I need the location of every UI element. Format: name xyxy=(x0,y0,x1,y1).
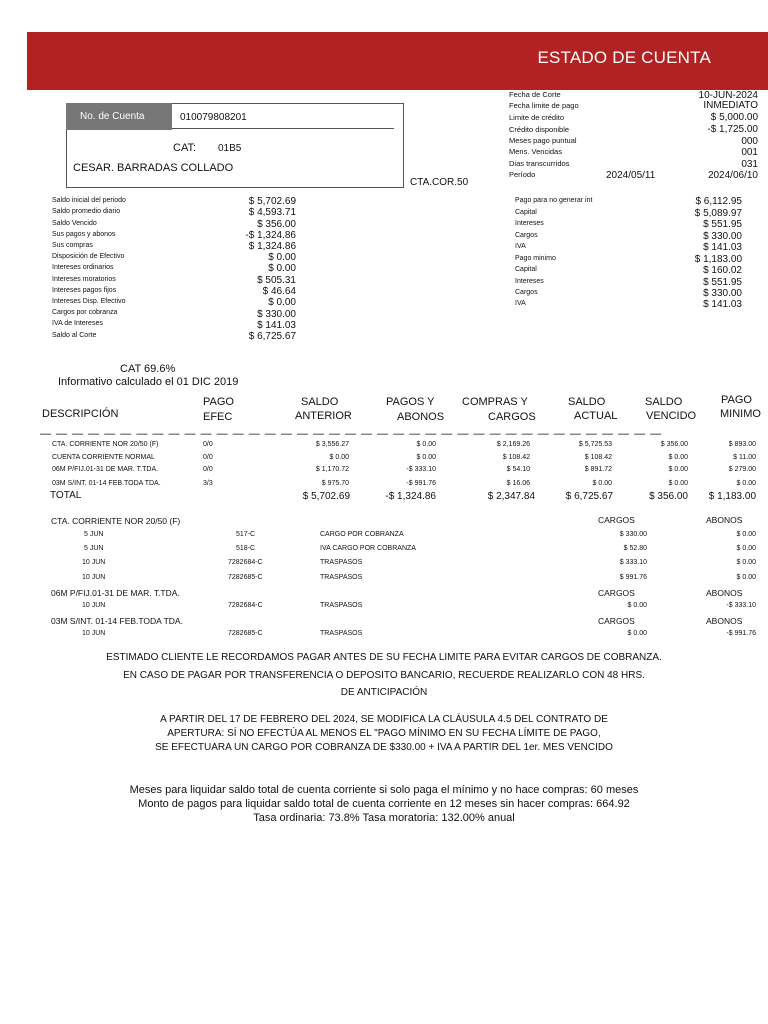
account-divider xyxy=(172,128,394,129)
info-value: 031 xyxy=(741,159,758,170)
summary-label: IVA xyxy=(515,300,526,307)
summary-value: $ 141.03 xyxy=(703,299,742,310)
info-value: INMEDIATO xyxy=(703,100,758,111)
account-type: CTA.COR.50 xyxy=(410,177,469,188)
info-label: Fecha limite de pago xyxy=(509,101,579,110)
summary-label: Saldo Vencido xyxy=(52,220,97,227)
table-cell-saldo-actual: $ 108.42 xyxy=(584,454,612,461)
summary-value: $ 6,112.95 xyxy=(695,196,742,207)
summary-value: $ 330.00 xyxy=(703,231,742,242)
period-start: 2024/05/11 xyxy=(606,170,656,181)
movement-cargo: $ 0.00 xyxy=(627,630,647,637)
movement-abono: $ 0.00 xyxy=(736,545,756,552)
summary-value: $ 330.00 xyxy=(703,288,742,299)
summary-label: Saldo inicial del periodo xyxy=(52,197,126,204)
table-cell-compras: $ 2,169.26 xyxy=(496,441,530,448)
summary-label: Cargos xyxy=(515,232,538,239)
summary-value: $ 356.00 xyxy=(257,219,296,230)
movement-abono: $ 0.00 xyxy=(736,559,756,566)
table-cell-pago-minimo: $ 11.00 xyxy=(733,454,756,461)
table-cell-saldo-vencido: $ 356.00 xyxy=(660,441,688,448)
table-cell-description: CUENTA CORRIENTE NORMAL xyxy=(52,454,155,461)
movement-cargo: $ 333.10 xyxy=(619,559,647,566)
summary-label: Sus compras xyxy=(52,242,93,249)
info-label: Fecha de Corte xyxy=(509,90,561,99)
table-cell-pagos: -$ 991.76 xyxy=(406,480,436,487)
info-value: $ 5,000.00 xyxy=(710,112,758,123)
movement-concept: IVA CARGO POR COBRANZA xyxy=(320,545,416,552)
movement-date: 10 JUN xyxy=(82,574,106,581)
notice-line: ESTIMADO CLIENTE LE RECORDAMOS PAGAR ANTES DE SU FECHA LIMITE PARA EVITAR CARGOS DE COBRANZA. xyxy=(106,652,662,663)
col-header-vencido: VENCIDO xyxy=(646,410,697,422)
summary-value: $ 160.02 xyxy=(703,265,742,276)
movement-concept: TRASPASOS xyxy=(320,602,363,609)
movement-cargo: $ 0.00 xyxy=(627,602,647,609)
movement-cargo: $ 52.80 xyxy=(623,545,647,552)
summary-value: $ 141.03 xyxy=(257,320,296,331)
summary-label: Intereses pagos fijos xyxy=(52,287,117,294)
total-label: TOTAL xyxy=(50,490,82,501)
summary-value: $ 5,089.97 xyxy=(694,208,742,219)
table-cell-pago-minimo: $ 0.00 xyxy=(736,480,756,487)
notice-line: EN CASO DE PAGAR POR TRANSFERENCIA O DEPOSITO BANCARIO, RECUERDE REALIZARLO CON 48 HRS. xyxy=(123,670,645,681)
movement-abono: -$ 991.76 xyxy=(726,630,756,637)
col-header-anterior: ANTERIOR xyxy=(295,410,352,422)
summary-label: Intereses xyxy=(515,278,544,285)
notice-line: DE ANTICIPACIÓN xyxy=(340,687,428,698)
cargos-header: CARGOS xyxy=(598,616,635,626)
total-pago-minimo: $ 1,183.00 xyxy=(708,491,756,502)
table-cell-saldo-anterior: $ 0.00 xyxy=(329,454,349,461)
summary-label: Intereses xyxy=(515,220,544,227)
cargos-header: CARGOS xyxy=(598,515,635,525)
total-saldo-vencido: $ 356.00 xyxy=(649,491,688,502)
col-header-pagos: PAGOS Y xyxy=(386,396,435,408)
cat-percentage: CAT 69.6% xyxy=(120,363,176,375)
summary-label: Saldo al Corte xyxy=(52,332,97,339)
info-label: Meses pago puntual xyxy=(509,136,577,145)
movement-ref: 7282684-C xyxy=(228,602,263,609)
movement-cargo: $ 330.00 xyxy=(619,531,647,538)
cat-label: CAT: xyxy=(173,142,197,154)
total-saldo-actual: $ 6,725.67 xyxy=(565,491,613,502)
movement-date: 5 JUN xyxy=(84,531,104,538)
summary-value: $ 551.95 xyxy=(703,277,742,288)
col-header-saldo: SALDO xyxy=(301,396,339,408)
movement-concept: CARGO POR COBRANZA xyxy=(320,531,404,538)
summary-label: Intereses moratorios xyxy=(52,276,116,283)
col-header-description: DESCRIPCIÓN xyxy=(42,408,119,420)
notice-line: A PARTIR DEL 17 DE FEBRERO DEL 2024, SE MODIFICA LA CLÁUSULA 4.5 DEL CONTRATO DE xyxy=(160,714,608,725)
abonos-header: ABONOS xyxy=(706,616,743,626)
table-cell-saldo-actual: $ 0.00 xyxy=(592,480,612,487)
account-number: 010079808201 xyxy=(180,112,247,123)
period-end: 2024/06/10 xyxy=(707,170,758,181)
info-label: Mens. Vencidas xyxy=(509,147,562,156)
info-label: Crédito disponible xyxy=(509,125,570,134)
summary-label: Disposición de Efectivo xyxy=(52,253,125,260)
table-cell-saldo-anterior: $ 1,170.72 xyxy=(315,466,349,473)
page-title: ESTADO DE CUENTA xyxy=(537,48,711,67)
table-cell-description: CTA. CORRIENTE NOR 20/50 (F) xyxy=(52,441,159,448)
table-cell-compras: $ 108.42 xyxy=(502,454,530,461)
summary-value: -$ 1,324.86 xyxy=(245,230,296,241)
summary-label: Sus pagos y abonos xyxy=(52,231,116,238)
abonos-header: ABONOS xyxy=(706,588,743,598)
info-label: Dias transcurridos xyxy=(509,159,570,168)
table-cell-description: 06M P/FIJ.01-31 DE MAR. T.TDA. xyxy=(52,466,159,473)
total-compras: $ 2,347.84 xyxy=(487,491,535,502)
summary-value: $ 1,324.86 xyxy=(248,241,296,252)
summary-value: $ 330.00 xyxy=(257,309,296,320)
cat-info: Informativo calculado el 01 DIC 2019 xyxy=(58,376,239,388)
table-cell-compras: $ 54.10 xyxy=(506,466,530,473)
movement-ref: 7282685-C xyxy=(228,574,263,581)
movement-ref: 518-C xyxy=(236,545,256,552)
movement-cargo: $ 991.76 xyxy=(619,574,647,581)
footer-line: Monto de pagos para liquidar saldo total de cuenta corriente en 12 meses sin hacer compras: 664.92 xyxy=(138,798,630,810)
col-header-pago: PAGO xyxy=(203,396,234,408)
col-header-abonos: ABONOS xyxy=(397,411,445,423)
col-header-pago-minimo: PAGO xyxy=(721,394,752,406)
footer-line: Tasa ordinaria: 73.8% Tasa moratoria: 132.00% anual xyxy=(253,812,515,824)
info-value: -$ 1,725.00 xyxy=(707,124,758,135)
table-cell-pagos: $ 0.00 xyxy=(416,441,436,448)
account-number-label: No. de Cuenta xyxy=(80,111,145,122)
movement-concept: TRASPASOS xyxy=(320,574,363,581)
summary-label: Capital xyxy=(515,209,537,216)
summary-value: $ 4,593.71 xyxy=(248,207,296,218)
notice-line: APERTURA: SÍ NO EFECTÚA AL MENOS EL "PAGO MÍNIMO EN SU FECHA LÍMITE DE PAGO, xyxy=(167,728,601,739)
summary-value: $ 0.00 xyxy=(268,252,296,263)
movement-concept: TRASPASOS xyxy=(320,559,363,566)
col-header-efec: EFEC xyxy=(203,411,233,423)
table-cell-pago-minimo: $ 279.00 xyxy=(728,466,756,473)
table-cell-pago: 0/0 xyxy=(203,454,213,461)
table-cell-pago-minimo: $ 893.00 xyxy=(728,441,756,448)
movement-date: 5 JUN xyxy=(84,545,104,552)
summary-label: Intereses ordinarios xyxy=(52,264,114,271)
footer-line: Meses para liquidar saldo total de cuenta corriente si solo paga el mínimo y no hace compras: 60 meses xyxy=(129,784,639,796)
table-cell-saldo-vencido: $ 0.00 xyxy=(668,480,688,487)
header-divider: — — — — — — — — — — — — — — — — — — — — — — — — — — — — — — — — — — — — — — — xyxy=(40,428,663,440)
info-value: 001 xyxy=(741,147,758,158)
table-cell-saldo-vencido: $ 0.00 xyxy=(668,466,688,473)
total-pagos: -$ 1,324.86 xyxy=(385,491,436,502)
table-cell-saldo-actual: $ 891.72 xyxy=(584,466,612,473)
movement-abono: -$ 333.10 xyxy=(726,602,756,609)
table-cell-pagos: -$ 333.10 xyxy=(406,466,436,473)
table-cell-compras: $ 16.06 xyxy=(506,480,530,487)
col-header-minimo: MINIMO xyxy=(720,408,761,420)
movement-ref: 7282685-C xyxy=(228,630,263,637)
summary-value: $ 551.95 xyxy=(703,219,742,230)
table-cell-pago: 0/0 xyxy=(203,441,213,448)
movement-group-title: CTA. CORRIENTE NOR 20/50 (F) xyxy=(51,516,181,526)
period-label: Período xyxy=(509,170,536,179)
summary-label: Cargos por cobranza xyxy=(52,309,118,316)
summary-value: $ 141.03 xyxy=(703,242,742,253)
movement-date: 10 JUN xyxy=(82,602,106,609)
notice-line: SE EFECTUARA UN CARGO POR COBRANZA DE $330.00 + IVA A PARTIR DEL 1er. MES VENCIDO xyxy=(155,742,613,753)
summary-label: Cargos xyxy=(515,289,538,296)
cargos-header: CARGOS xyxy=(598,588,635,598)
movement-abono: $ 0.00 xyxy=(736,531,756,538)
summary-label: Capital xyxy=(515,266,537,273)
summary-label: Intereses Disp. Efectivo xyxy=(52,298,126,305)
summary-label: Pago minimo xyxy=(515,255,556,262)
header-banner xyxy=(27,32,768,90)
col-header-saldo-actual: SALDO xyxy=(568,396,606,408)
table-cell-pago: 3/3 xyxy=(203,480,213,487)
cat-value: 01B5 xyxy=(218,143,242,154)
col-header-actual: ACTUAL xyxy=(574,410,618,422)
movement-date: 10 JUN xyxy=(82,559,106,566)
summary-label: IVA de Intereses xyxy=(52,320,103,327)
summary-label: Pago para no generar int xyxy=(515,197,593,204)
movement-concept: TRASPASOS xyxy=(320,630,363,637)
movement-ref: 7282684-C xyxy=(228,559,263,566)
movement-group-title: 06M P/FIJ.01-31 DE MAR. T.TDA. xyxy=(51,588,180,598)
account-holder-name: CESAR. BARRADAS COLLADO xyxy=(73,162,234,174)
col-header-saldo-vencido: SALDO xyxy=(645,396,683,408)
total-saldo-anterior: $ 5,702.69 xyxy=(302,491,350,502)
summary-value: $ 5,702.69 xyxy=(248,196,296,207)
table-cell-saldo-vencido: $ 0.00 xyxy=(668,454,688,461)
info-value: 10-JUN-2024 xyxy=(698,90,758,101)
summary-value: $ 46.64 xyxy=(262,286,296,297)
table-cell-description: 03M S/INT. 01-14 FEB.TODA TDA. xyxy=(52,480,161,487)
table-cell-pago: 0/0 xyxy=(203,466,213,473)
summary-value: $ 1,183.00 xyxy=(694,254,742,265)
col-header-compras: COMPRAS Y xyxy=(462,396,528,408)
summary-label: Saldo promedio diario xyxy=(52,208,121,215)
table-cell-pagos: $ 0.00 xyxy=(416,454,436,461)
summary-label: IVA xyxy=(515,243,526,250)
info-label: Limite de crédito xyxy=(509,113,565,122)
movement-abono: $ 0.00 xyxy=(736,574,756,581)
table-cell-saldo-actual: $ 5,725.53 xyxy=(578,441,612,448)
summary-value: $ 0.00 xyxy=(268,297,296,308)
abonos-header: ABONOS xyxy=(706,515,743,525)
table-cell-saldo-anterior: $ 975.70 xyxy=(321,480,349,487)
movement-date: 10 JUN xyxy=(82,630,106,637)
info-value: 000 xyxy=(741,136,758,147)
movement-group-title: 03M S/INT. 01-14 FEB.TODA TDA. xyxy=(51,616,183,626)
summary-value: $ 505.31 xyxy=(257,275,296,286)
col-header-cargos: CARGOS xyxy=(488,411,536,423)
summary-value: $ 6,725.67 xyxy=(248,331,296,342)
table-cell-saldo-anterior: $ 3,556.27 xyxy=(315,441,349,448)
movement-ref: 517-C xyxy=(236,531,256,538)
summary-value: $ 0.00 xyxy=(268,263,296,274)
